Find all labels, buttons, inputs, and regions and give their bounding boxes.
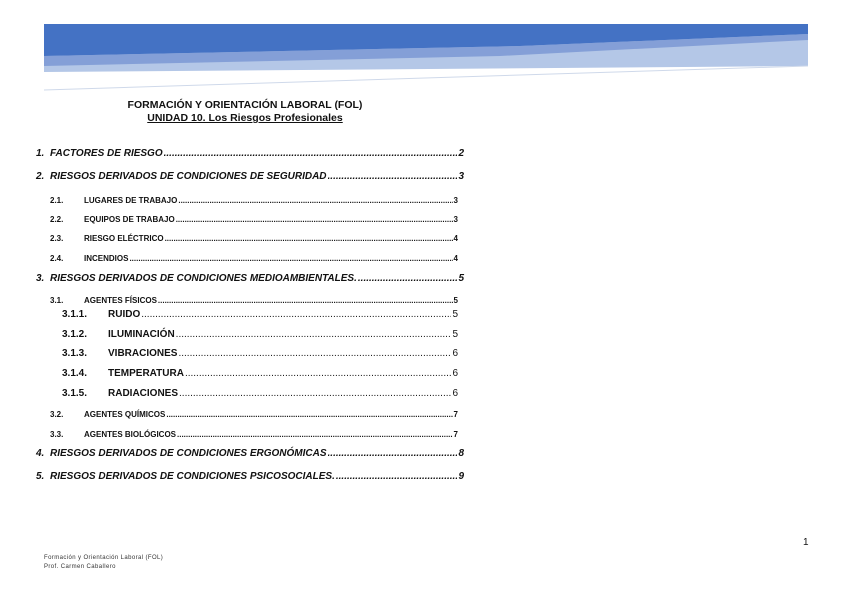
- page-number: 1: [803, 537, 809, 548]
- toc-leader: [129, 254, 452, 263]
- toc-entry[interactable]: [62, 368, 458, 379]
- toc-title: RIESGOS DERIVADOS DE CONDICIONES PSICOSOCIALES.: [50, 471, 335, 482]
- toc-leader: [165, 234, 453, 243]
- toc-number: 3.3.: [50, 430, 64, 439]
- footer-author: Prof. Carmen Caballero: [44, 564, 116, 570]
- toc-page: 2: [458, 148, 464, 159]
- page-footer: [44, 554, 163, 572]
- toc-entry[interactable]: [50, 215, 458, 224]
- toc-title: TEMPERATURA: [108, 368, 184, 379]
- toc-title: RIESGOS DERIVADOS DE CONDICIONES MEDIOAMBIENTALES.: [50, 273, 357, 284]
- toc-page: 6: [452, 388, 458, 399]
- toc-page: 7: [453, 410, 458, 419]
- toc-entry[interactable]: [50, 254, 458, 263]
- toc-number: 3.1.4.: [62, 368, 88, 379]
- toc-title: LUGARES DE TRABAJO: [84, 196, 178, 205]
- toc-page: 9: [458, 471, 464, 482]
- toc-entry[interactable]: [50, 196, 458, 205]
- toc-title: AGENTES BIOLÓGICOS: [84, 430, 177, 439]
- toc-number: 3.1.1.: [62, 309, 88, 320]
- toc-entry[interactable]: [62, 329, 458, 340]
- toc-leader: [185, 368, 452, 379]
- toc-number: 5.: [36, 471, 45, 482]
- toc-leader: [166, 410, 452, 419]
- toc-page: 6: [452, 368, 458, 379]
- toc-title: EQUIPOS DE TRABAJO: [84, 215, 175, 224]
- course-title: FORMACIÓN Y ORIENTACIÓN LABORAL (FOL): [127, 99, 363, 111]
- toc-leader: [178, 348, 451, 359]
- toc-title: AGENTES FÍSICOS: [84, 296, 157, 305]
- toc-page: 3: [458, 171, 464, 182]
- toc-title: INCENDIOS: [84, 254, 129, 263]
- toc-number: 2.4.: [50, 254, 64, 263]
- toc-number: 2.1.: [50, 196, 64, 205]
- toc-leader: [141, 309, 451, 320]
- toc-page: 6: [452, 348, 458, 359]
- toc-entry[interactable]: [50, 430, 458, 439]
- toc-title: RIESGOS DERIVADOS DE CONDICIONES ERGONÓMICAS: [50, 448, 327, 459]
- toc-number: 3.: [36, 273, 45, 284]
- toc-leader: [328, 448, 458, 459]
- toc-leader: [358, 273, 458, 284]
- toc-number: 3.1.3.: [62, 348, 88, 359]
- toc-entry[interactable]: [36, 471, 464, 482]
- toc-entry[interactable]: [62, 309, 458, 320]
- unit-title: UNIDAD 10. Los Riesgos Profesionales: [147, 112, 343, 124]
- toc-entry[interactable]: [36, 448, 464, 459]
- toc-title: RIESGO ELÉCTRICO: [84, 234, 164, 243]
- toc-entry[interactable]: [50, 296, 458, 305]
- footer-course: Formación y Orientación Laboral (FOL): [44, 555, 164, 561]
- toc-number: 3.2.: [50, 410, 64, 419]
- toc-number: 2.3.: [50, 234, 64, 243]
- toc-title: ILUMINACIÓN: [108, 329, 175, 340]
- toc-number: 4.: [36, 448, 45, 459]
- toc-entry[interactable]: [36, 171, 464, 182]
- toc-leader: [158, 296, 453, 305]
- toc-entry[interactable]: [62, 388, 458, 399]
- toc-title: RIESGOS DERIVADOS DE CONDICIONES DE SEGURIDAD: [50, 171, 327, 182]
- toc-leader: [176, 215, 453, 224]
- toc-leader: [177, 430, 453, 439]
- toc-number: 3.1.: [50, 296, 64, 305]
- toc-leader: [176, 329, 452, 340]
- toc-leader: [328, 171, 458, 182]
- toc-leader: [179, 388, 451, 399]
- toc-title: RUIDO: [108, 309, 141, 320]
- toc-page: 5: [458, 273, 464, 284]
- toc-entry[interactable]: [50, 234, 458, 243]
- toc-page: 4: [453, 254, 458, 263]
- toc-number: 1.: [36, 148, 45, 159]
- toc-title: FACTORES DE RIESGO: [50, 148, 163, 159]
- toc-page: 7: [453, 430, 458, 439]
- toc-leader: [336, 471, 458, 482]
- toc-page: 5: [453, 296, 458, 305]
- toc-page: 5: [452, 329, 458, 340]
- toc-page: 3: [453, 196, 458, 205]
- toc-entry[interactable]: [50, 410, 458, 419]
- toc-leader: [164, 148, 458, 159]
- toc-title: AGENTES QUÍMICOS: [84, 410, 166, 419]
- toc-number: 2.2.: [50, 215, 64, 224]
- toc-page: 4: [453, 234, 458, 243]
- toc-title: VIBRACIONES: [108, 348, 178, 359]
- toc-page: 3: [453, 215, 458, 224]
- toc-entry[interactable]: [62, 348, 458, 359]
- toc-entry[interactable]: [36, 148, 464, 159]
- toc-entry[interactable]: [36, 273, 464, 284]
- toc-number: 3.1.2.: [62, 329, 88, 340]
- toc-page: 5: [452, 309, 458, 320]
- toc-number: 3.1.5.: [62, 388, 88, 399]
- toc-title: RADIACIONES: [108, 388, 179, 399]
- toc-number: 2.: [36, 171, 45, 182]
- toc-page: 8: [458, 448, 464, 459]
- toc-leader: [178, 196, 452, 205]
